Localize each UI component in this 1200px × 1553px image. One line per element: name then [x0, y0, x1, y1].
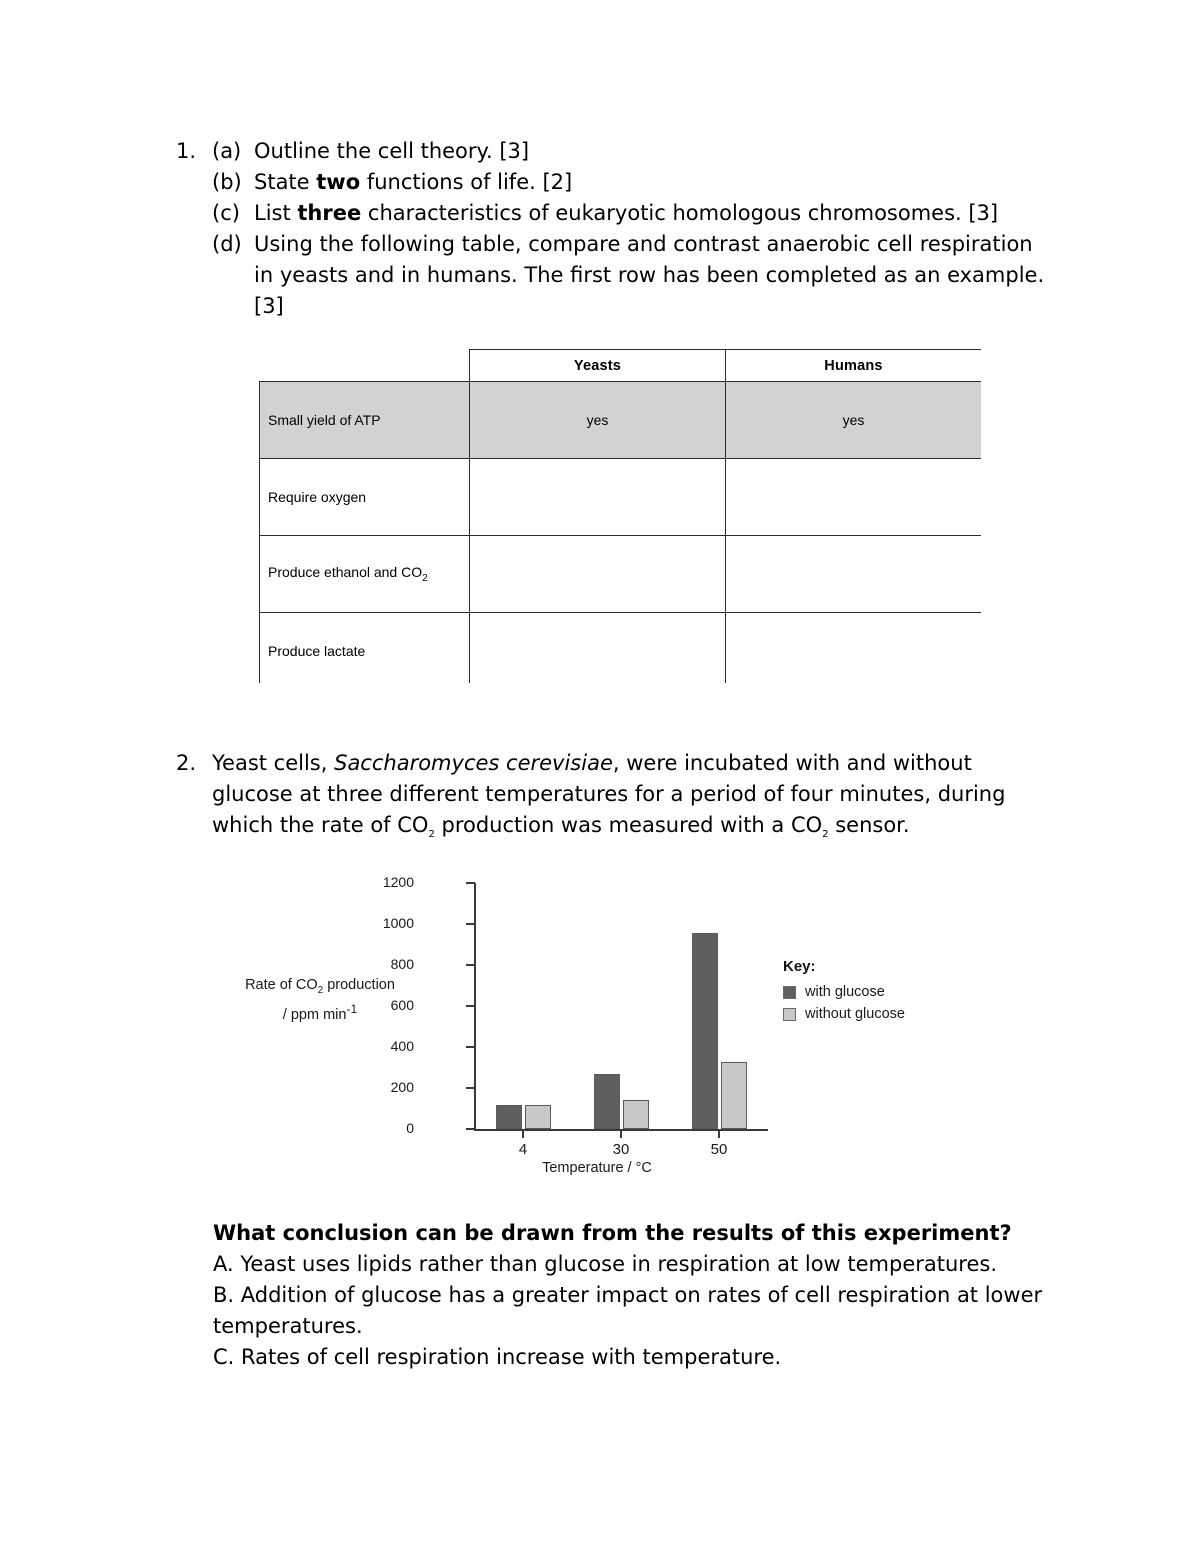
part-text-b [254, 167, 1056, 198]
q2-subscript-1: 2 [428, 829, 435, 841]
part-b-post: functions of life. [2] [360, 170, 573, 194]
chart-bar [496, 1105, 522, 1129]
part-c-post: characteristics of eukaryotic homologous chromosomes. [3] [361, 201, 999, 225]
q2-text-part1: Yeast cells, [212, 751, 335, 775]
legend-label: with glucose [805, 984, 885, 1000]
part-marker-a: (a) [212, 139, 242, 163]
question-1-part-a [176, 136, 1056, 167]
chart-x-tick-label: 4 [518, 1141, 528, 1158]
question-1-part-d [212, 229, 1056, 322]
question-2-text [212, 748, 1056, 850]
chart-y-tick [466, 882, 475, 883]
table-cell-yeasts[interactable] [470, 613, 726, 684]
table-row [260, 382, 982, 459]
table-row [260, 459, 982, 536]
mcq-option-a[interactable]: A. Yeast uses lipids rather than glucose in respiration at low temperatures. [213, 1252, 998, 1276]
mcq-question-text: What conclusion can be drawn from the results of this experiment? [213, 1221, 1012, 1245]
chart-bar [721, 1062, 747, 1129]
chart-bar [594, 1074, 620, 1129]
q2-species-name: Saccharomyces cerevisiae [334, 751, 613, 775]
part-text-a: Outline the cell theory. [3] [254, 139, 530, 163]
y-label-line1-pre: Rate of CO [245, 977, 318, 993]
legend-swatch-icon [783, 1008, 796, 1021]
question-2-number: 2. [176, 751, 197, 775]
chart-x-tick [522, 1130, 523, 1138]
part-b-pre: State [254, 170, 317, 194]
chart-x-tick [718, 1130, 719, 1138]
part-text-d: Using the following table, compare and contrast anaerobic cell respiration in yeasts and in humans. The first row has been completed as an example. [3] [254, 232, 1045, 318]
table-row-label: Produce lactate [260, 613, 470, 684]
chart-bar [692, 933, 718, 1129]
mcq-block [213, 1218, 1058, 1373]
table-cell-humans[interactable] [726, 459, 982, 536]
table-row [260, 613, 982, 684]
chart-x-tick-label: 30 [612, 1141, 630, 1158]
mcq-option-b[interactable]: B. Addition of glucose has a greater impact on rates of cell respiration at lower temperatures. [213, 1283, 1043, 1338]
chart-y-tick-label: 600 [390, 997, 414, 1013]
question-2-row [176, 748, 1056, 850]
table-cell-humans[interactable]: yes [726, 382, 982, 459]
q2-text-part2: , were incubated with and without glucose at three different temperatures for a period of four minutes, during which the rate of CO [212, 751, 1006, 837]
chart-plot-area [382, 874, 777, 1158]
part-marker-b: (b) [212, 170, 242, 194]
part-c-bold: three [297, 201, 362, 225]
question-1-block [176, 136, 1056, 322]
chart-y-tick [466, 1046, 475, 1047]
question-1-part-c [212, 198, 1056, 229]
legend-swatch-icon [783, 986, 796, 999]
part-marker-c: (c) [212, 201, 240, 225]
table-cell-humans[interactable] [726, 613, 982, 684]
chart-y-tick [466, 964, 475, 965]
chart-y-tick [466, 1005, 475, 1006]
chart-bar [525, 1105, 551, 1129]
table-row-label-subscript: 2 [422, 572, 428, 584]
chart-y-tick-label: 800 [390, 956, 414, 972]
table-row [260, 536, 982, 613]
legend-item-without-glucose [783, 1006, 983, 1022]
part-b-bold: two [316, 170, 361, 194]
part-text-c [254, 198, 1056, 229]
legend-title: Key: [783, 958, 816, 975]
chart-y-tick-label: 200 [390, 1079, 414, 1095]
chart-y-tick-label: 0 [406, 1120, 414, 1136]
question-1-part-b [212, 167, 1056, 198]
mcq-option-c[interactable]: C. Rates of cell respiration increase with temperature. [213, 1345, 782, 1369]
comparison-table [259, 349, 981, 683]
y-label-line2-superscript: -1 [346, 1001, 358, 1016]
y-label-line2-pre: / ppm min [282, 1006, 347, 1023]
table-cell-yeasts[interactable] [470, 459, 726, 536]
table-row-label [260, 536, 470, 613]
chart-y-tick-label: 400 [390, 1038, 414, 1054]
comparison-table-wrapper [259, 349, 981, 683]
legend-label: without glucose [805, 1006, 905, 1022]
table-header-row [260, 350, 982, 382]
chart-y-tick-label: 1200 [382, 874, 414, 891]
table-cell-humans[interactable] [726, 536, 982, 613]
q2-text-part4: sensor. [828, 813, 910, 837]
table-row-label-text: Produce ethanol and CO [268, 564, 423, 581]
chart-x-axis-label: Temperature / °C [542, 1160, 652, 1176]
chart-legend [783, 958, 983, 1028]
q2-text-part3: production was measured with a CO [434, 813, 823, 837]
table-row-label: Require oxygen [260, 459, 470, 536]
table-corner-cell [260, 350, 470, 382]
bar-chart [225, 868, 985, 1178]
chart-y-tick [466, 1128, 475, 1129]
question-1-number: 1. [176, 139, 197, 163]
table-cell-yeasts[interactable]: yes [470, 382, 726, 459]
y-label-line1-post: production [323, 977, 395, 993]
y-label-line1-subscript: 2 [317, 984, 324, 996]
chart-x-tick [620, 1130, 621, 1138]
legend-item-with-glucose [783, 984, 983, 1000]
table-header-humans: Humans [726, 350, 982, 382]
q2-subscript-2: 2 [822, 829, 829, 841]
chart-y-axis-line [474, 883, 476, 1131]
part-marker-d: (d) [212, 232, 242, 256]
question-2-block [176, 748, 1056, 850]
table-header-yeasts: Yeasts [470, 350, 726, 382]
chart-bar [623, 1100, 649, 1129]
chart-y-tick-label: 1000 [382, 915, 414, 931]
table-cell-yeasts[interactable] [470, 536, 726, 613]
chart-y-tick [466, 1087, 475, 1088]
part-c-pre: List [254, 201, 298, 225]
chart-x-tick-label: 50 [710, 1141, 728, 1158]
table-row-label: Small yield of ATP [260, 382, 470, 459]
chart-y-tick [466, 923, 475, 924]
